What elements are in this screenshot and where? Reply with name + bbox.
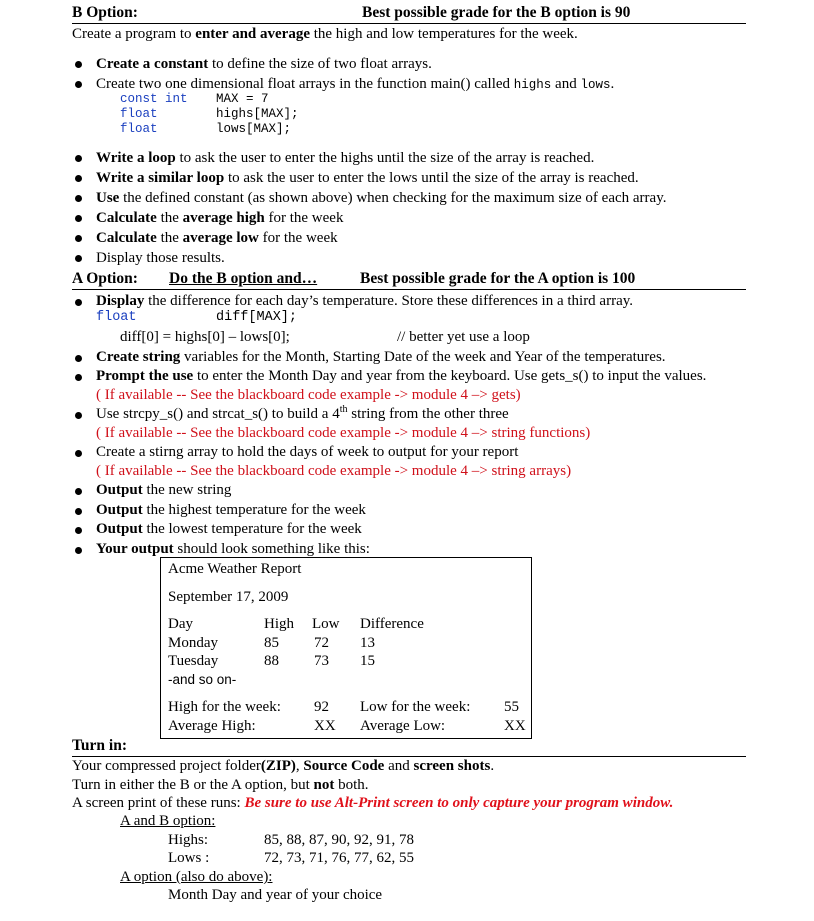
- bullet-bold: Output: [96, 502, 143, 518]
- report-avg-low-value: XX: [504, 718, 526, 734]
- bullet-bold: Display: [96, 293, 145, 309]
- a-option-header: [72, 270, 746, 290]
- bullet-bold: average high: [182, 210, 265, 226]
- bullet-text: the: [156, 230, 183, 246]
- report-high-label: High for the week:: [168, 699, 281, 715]
- report-cell: 72: [314, 635, 329, 651]
- highs-values: 85, 88, 87, 90, 92, 91, 78: [264, 832, 414, 848]
- turn-in-line3: [72, 794, 673, 812]
- bullet: [75, 255, 82, 262]
- bullet: [75, 488, 82, 495]
- lows-values: 72, 73, 71, 76, 77, 62, 55: [264, 850, 414, 866]
- bullet-text: the new string: [142, 482, 232, 498]
- report-avg-high-value: XX: [314, 718, 336, 734]
- a-note-string-functions: ( If available -- See the blackboard code example -> module 4 –> string functions): [96, 425, 591, 441]
- report-header-difference: Difference: [360, 616, 424, 632]
- bullet: [75, 374, 82, 381]
- bullet-bold: Prompt the use: [96, 368, 194, 384]
- report-low-value: 55: [504, 699, 519, 715]
- code-keyword-float: float: [120, 107, 158, 121]
- a-option-sub: Do the B option and…: [169, 270, 318, 287]
- a-bullet-output-string: [96, 481, 231, 499]
- superscript: th: [339, 404, 348, 415]
- bold-text: not: [313, 777, 335, 793]
- bold-text: (ZIP): [260, 758, 296, 774]
- bullet: [75, 175, 82, 182]
- a-note-string-arrays: ( If available -- See the blackboard code example -> module 4 –> string arrays): [96, 463, 572, 479]
- report-header-low: Low: [312, 616, 340, 632]
- bullet: [75, 195, 82, 202]
- bullet-text: and: [551, 76, 581, 92]
- bullet: [75, 299, 82, 306]
- b-option-title: B Option:: [72, 4, 138, 21]
- bullet: [75, 81, 82, 88]
- bold-text: screen shots: [413, 758, 491, 774]
- bullet-text: Use strcpy_s() and strcat_s() to build a 4: [96, 406, 340, 422]
- bullet-text: Display those results.: [96, 250, 225, 266]
- bullet: [75, 235, 82, 242]
- a-option-grade: Best possible grade for the A option is 100: [360, 270, 636, 287]
- report-cell: Monday: [168, 635, 218, 651]
- lows-label: Lows :: [168, 850, 210, 866]
- turn-in-title: Turn in:: [72, 737, 127, 754]
- text: Your compressed project folder: [72, 758, 261, 774]
- bullet-text: to enter the Month Day and year from the keyboard. Use gets_s() to input the values.: [193, 368, 707, 384]
- bullet-bold: Output: [96, 482, 143, 498]
- bold-text: Source Code: [303, 758, 385, 774]
- ab-option-heading: A and B option:: [120, 813, 216, 829]
- bullet-bold: Calculate: [96, 230, 157, 246]
- code-diff-decl: diff[MAX];: [216, 310, 298, 325]
- text: both.: [334, 777, 369, 793]
- bullet: [75, 155, 82, 162]
- code-lows: lows: [580, 78, 611, 92]
- code-keyword-float: float: [120, 122, 158, 136]
- bullet: [75, 355, 82, 362]
- text: ,: [295, 758, 304, 774]
- report-high-value: 92: [314, 699, 329, 715]
- code-keyword-float: float: [96, 310, 137, 325]
- bullet-text: to ask the user to enter the lows until the size of the array is reached.: [224, 170, 639, 186]
- b-bullet-use-constant: [96, 189, 666, 207]
- bullet-text: Create two one dimensional float arrays in the function main() called: [96, 76, 514, 92]
- a-bullet-output-lowest: [96, 520, 362, 538]
- bullet-text: string from the other three: [347, 406, 509, 422]
- bullet-text: for the week: [264, 210, 344, 226]
- intro-text-end: the high and low temperatures for the week.: [309, 26, 578, 42]
- bullet: [75, 508, 82, 515]
- bullet-text: the defined constant (as shown above) when checking for the maximum size of each array.: [119, 190, 667, 206]
- a-bullet-create-string: [96, 348, 666, 366]
- b-option-intro: [72, 25, 578, 43]
- bullet-text: should look something like this:: [173, 541, 370, 557]
- bullet-text: for the week: [258, 230, 338, 246]
- b-bullet-constant: [96, 55, 432, 73]
- bullet-bold: Create string: [96, 349, 181, 365]
- bullet-bold: average low: [182, 230, 259, 246]
- bullet: [75, 547, 82, 554]
- report-header-high: High: [264, 616, 294, 632]
- b-bullet-display: [96, 249, 225, 267]
- turn-in-header: [72, 737, 746, 757]
- bullet: [75, 61, 82, 68]
- turn-in-line1: [72, 757, 494, 775]
- a-bullet-output-highest: [96, 501, 366, 519]
- bullet-text: the: [156, 210, 183, 226]
- turn-in-line2: [72, 776, 369, 794]
- bullet-text: variables for the Month, Starting Date of the week and Year of the temperatures.: [180, 349, 666, 365]
- a-note-gets: ( If available -- See the blackboard code example -> module 4 –> gets): [96, 387, 521, 403]
- diff-comment: // better yet use a loop: [397, 329, 530, 345]
- b-option-grade: Best possible grade for the B option is 90: [362, 4, 631, 21]
- bullet-text: the difference for each day’s temperature. Store these differences in a third array.: [144, 293, 634, 309]
- report-date: September 17, 2009: [168, 589, 289, 605]
- bullet: [75, 450, 82, 457]
- report-cell: 73: [314, 653, 329, 669]
- bullet-bold: Write a similar loop: [96, 170, 225, 186]
- code-lows-decl: lows[MAX];: [216, 122, 292, 136]
- bullet-bold: Use: [96, 190, 120, 206]
- bullet-bold: Your output: [96, 541, 174, 557]
- a-bullet-display: [96, 292, 633, 310]
- bullet-text: to define the size of two float arrays.: [208, 56, 432, 72]
- bullet-bold: Output: [96, 521, 143, 537]
- b-bullet-avg-low: [96, 229, 338, 247]
- text: A screen print of these runs:: [72, 795, 245, 811]
- code-highs: highs: [513, 78, 552, 92]
- highs-label: Highs:: [168, 832, 209, 848]
- report-low-label: Low for the week:: [360, 699, 471, 715]
- text: Turn in either the B or the A option, but: [72, 777, 314, 793]
- code-highs-decl: highs[MAX];: [216, 107, 299, 121]
- report-cell: 13: [360, 635, 375, 651]
- warning-text: Be sure to use Alt-Print screen to only capture your program window.: [244, 795, 674, 811]
- bullet-text: the lowest temperature for the week: [142, 521, 362, 537]
- report-cell: 15: [360, 653, 375, 669]
- code-keyword-const: const int: [120, 92, 188, 106]
- text: and: [384, 758, 414, 774]
- intro-text: Create a program to: [72, 26, 196, 42]
- report-cell: Tuesday: [168, 653, 219, 669]
- report-cell: 88: [264, 653, 279, 669]
- intro-bold: enter and average: [195, 26, 310, 42]
- a-bullet-your-output: [96, 540, 370, 558]
- b-bullet-similar-loop: [96, 169, 639, 187]
- bullet: [75, 412, 82, 419]
- bullet: [75, 215, 82, 222]
- a-bullet-prompt: [96, 367, 706, 385]
- a-option-title: A Option:: [72, 270, 138, 287]
- bullet-text: .: [610, 76, 615, 92]
- bullet-bold: Calculate: [96, 210, 157, 226]
- report-avg-low-label: Average Low:: [360, 718, 446, 734]
- code-max: MAX = 7: [216, 92, 269, 106]
- report-etc: -and so on-: [168, 672, 237, 687]
- report-cell: 85: [264, 635, 279, 651]
- bullet-bold: Create a constant: [96, 56, 209, 72]
- a-bullet-string-array: Create a stirng array to hold the days of week to output for your report: [96, 444, 519, 460]
- report-avg-high-label: Average High:: [168, 718, 256, 734]
- b-option-header: [72, 4, 746, 24]
- b-bullet-loop: [96, 149, 594, 167]
- b-bullet-avg-high: [96, 209, 343, 227]
- diff-line: diff[0] = highs[0] – lows[0];: [120, 329, 290, 345]
- bullet-bold: Write a loop: [96, 150, 176, 166]
- report-header-day: Day: [168, 616, 193, 632]
- report-title: Acme Weather Report: [168, 561, 302, 577]
- text: .: [490, 758, 495, 774]
- bullet-text: to ask the user to enter the highs until the size of the array is reached.: [175, 150, 595, 166]
- a-option-line: Month Day and year of your choice: [168, 887, 383, 903]
- a-option-heading: A option (also do above):: [120, 869, 273, 885]
- bullet-text: the highest temperature for the week: [142, 502, 366, 518]
- bullet: [75, 527, 82, 534]
- a-bullet-strcpy: [96, 405, 509, 423]
